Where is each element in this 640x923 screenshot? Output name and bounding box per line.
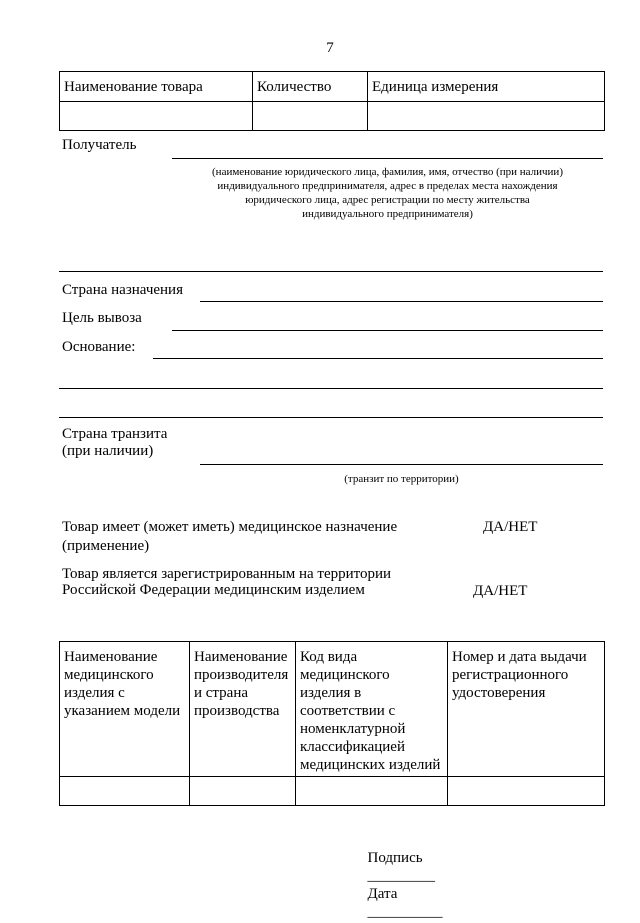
basis-label: Основание:: [62, 339, 136, 355]
device-table-row: [60, 777, 605, 806]
goods-table-row: [60, 102, 605, 131]
device-table-cell: [296, 777, 448, 806]
basis-fill-line-3: [59, 417, 603, 418]
goods-table-cell: [253, 102, 368, 131]
medical-purpose-question: Товар имеет (может иметь) медицинское назначение (применение): [62, 519, 398, 554]
recipient-fill-line-2: [59, 271, 603, 272]
device-table-header-certificate: Номер и дата выдачи регистрационного удостоверения: [448, 642, 605, 777]
goods-table-header-name: Наименование товара: [60, 72, 253, 102]
goods-table-cell: [368, 102, 605, 131]
goods-table-header-row: [60, 72, 605, 102]
registration-answer: ДА/НЕТ: [473, 583, 528, 599]
export-purpose-fill-line: [172, 330, 603, 331]
date-blank: __________: [367, 904, 443, 920]
device-table-cell: [190, 777, 296, 806]
recipient-fill-line: [172, 158, 603, 159]
destination-label: Страна назначения: [62, 282, 183, 298]
device-table-header-device-name: Наименование медицинского изделия с указанием модели: [60, 642, 190, 777]
transit-caption: (транзит по территории): [344, 473, 459, 485]
destination-fill-line: [200, 301, 603, 302]
transit-label: Страна транзита (при наличии): [62, 426, 168, 459]
basis-fill-line: [153, 358, 603, 359]
device-table: [59, 641, 605, 806]
signature-blank: _________: [367, 868, 435, 884]
signature-line: [360, 831, 443, 921]
recipient-caption: (наименование юридического лица, фамилия, имя, отчество (при наличии) индивидуального предпринимателя, адрес в пределах места нахождения юридического лица, адрес регистрации по месту жительства индивидуального предпринимателя): [212, 166, 563, 220]
recipient-label: Получатель: [62, 137, 137, 153]
date-label: Дата: [367, 886, 398, 902]
device-table-cell: [60, 777, 190, 806]
goods-table-header-quantity: Количество: [253, 72, 368, 102]
goods-table-header-unit: Единица измерения: [368, 72, 605, 102]
device-table-header-manufacturer: Наименование производителя и страна производства: [190, 642, 296, 777]
device-table-cell: [448, 777, 605, 806]
basis-fill-line-2: [59, 388, 603, 389]
export-purpose-label: Цель вывоза: [62, 310, 142, 326]
page-number: 7: [326, 40, 334, 56]
transit-fill-line: [200, 464, 603, 465]
goods-table: [59, 71, 605, 131]
medical-purpose-answer: ДА/НЕТ: [483, 519, 538, 535]
goods-table-cell: [60, 102, 253, 131]
signature-label: Подпись: [367, 850, 423, 866]
registration-question: Товар является зарегистрированным на территории Российской Федерации медицинским изделием: [62, 566, 392, 598]
device-table-header-row: [60, 642, 605, 777]
device-table-header-type-code: Код вида медицинского изделия в соответствии с номенклатурной классификацией медицинских изделий: [296, 642, 448, 777]
